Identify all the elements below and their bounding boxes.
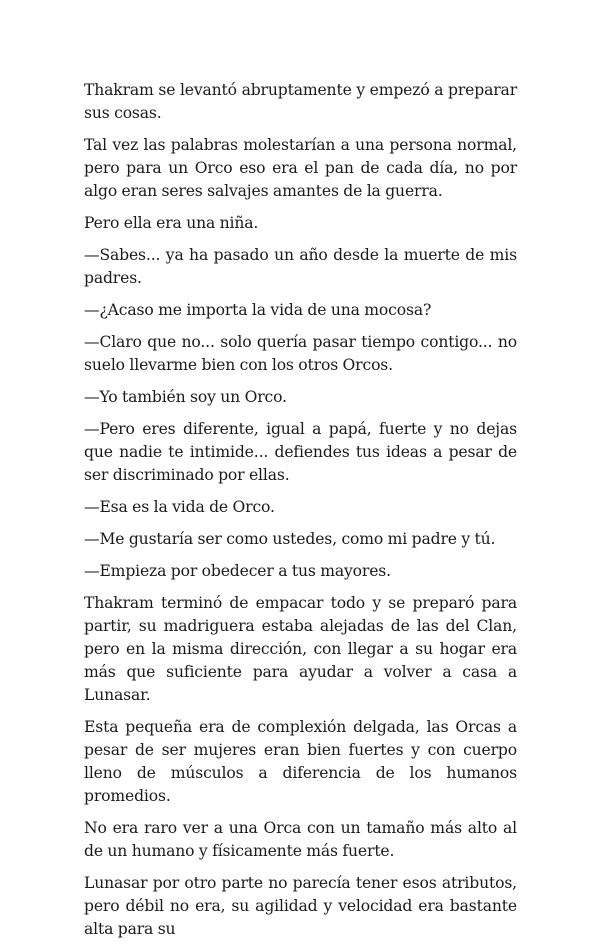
paragraph: —Yo también soy un Orco. [84,388,287,406]
paragraph: Pero ella era una niña. [84,214,259,232]
paragraph: —Me gustaría ser como ustedes, como mi padre y tú. [84,530,496,548]
paragraph: Esta pequeña era de complexión delgada, las Orcas a pesar de ser mujeres eran bien fuertes y con cuerpo lleno de músculos a diferencia de los humanos promedios. [84,718,517,805]
paragraph: —Empieza por obedecer a tus mayores. [84,562,391,580]
paragraph: No era raro ver a una Orca con un tamaño más alto al de un humano y físicamente más fuerte. [84,819,517,860]
paragraph: —¿Acaso me importa la vida de una mocosa? [84,301,432,319]
paragraph: —Pero eres diferente, igual a papá, fuerte y no dejas que nadie te intimide... defiendes tus ideas a pesar de ser discriminado por ellas. [84,420,517,484]
paragraph: Tal vez las palabras molestarían a una persona normal, pero para un Orco eso era el pan de cada día, no por algo eran seres salvajes amantes de la guerra. [84,136,517,200]
paragraph: —Claro que no... solo quería pasar tiempo contigo... no suelo llevarme bien con los otros Orcos. [84,333,517,374]
paragraph: Thakram terminó de empacar todo y se preparó para partir, su madriguera estaba alejadas de las del Clan, pero en la misma dirección, con llegar a su hogar era más que suficiente para ayudar a volver a casa a Lunasar. [84,594,517,704]
body-text [84,79,517,950]
paragraph: —Esa es la vida de Orco. [84,498,275,516]
paragraph: —Sabes... ya ha pasado un año desde la muerte de mis padres. [84,246,517,287]
paragraph: Lunasar por otro parte no parecía tener esos atributos, pero débil no era, su agilidad y velocidad era bastante alta para su [84,874,517,938]
paragraph: Thakram se levantó abruptamente y empezó a preparar sus cosas. [84,81,517,122]
